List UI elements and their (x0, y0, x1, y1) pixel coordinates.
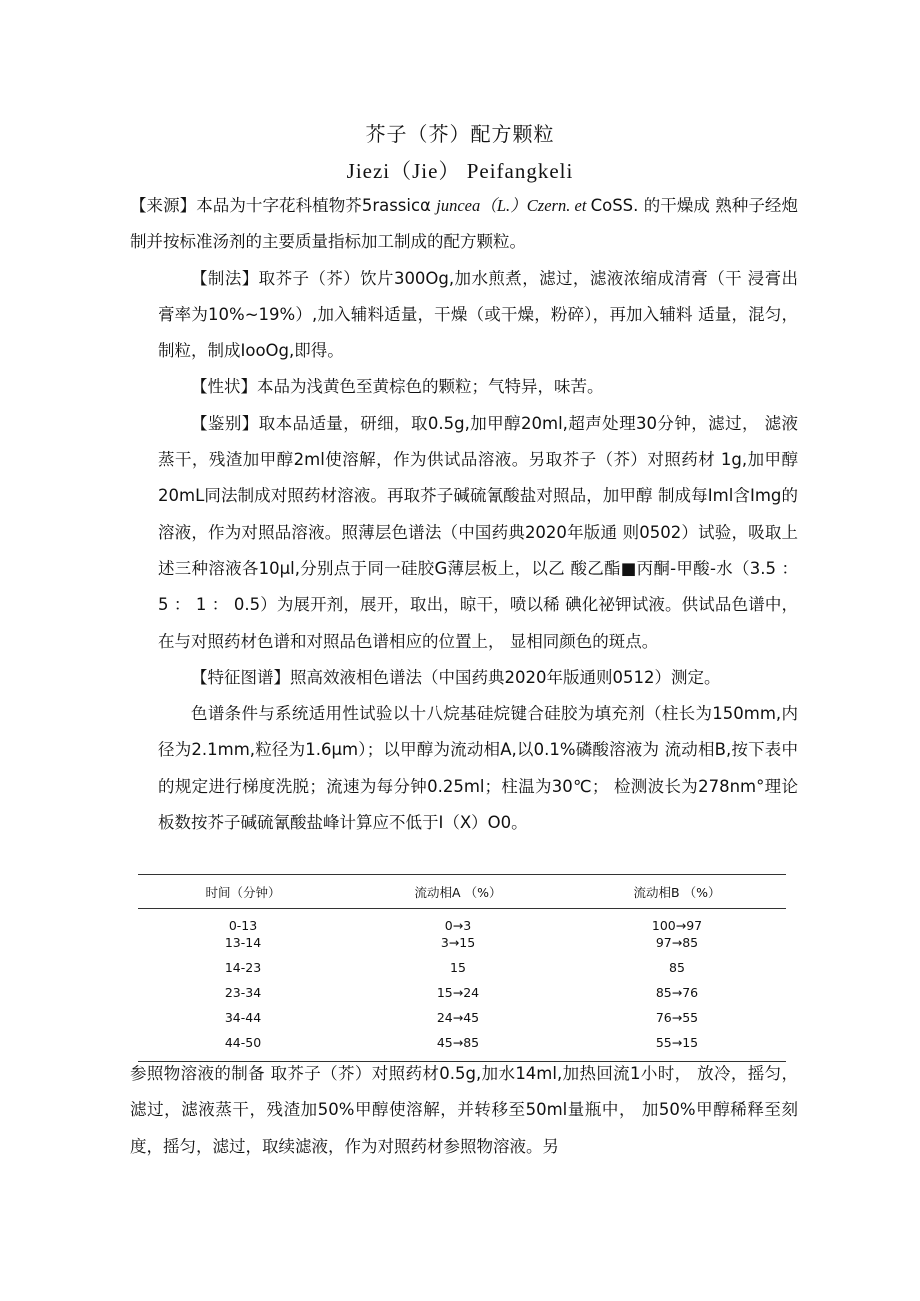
gradient-table-wrap (138, 874, 786, 1062)
cell-mobile-b: 85 (669, 960, 685, 975)
header-mobile-b: 流动相B （%） (633, 885, 721, 900)
cell-mobile-a: 0→3 (444, 918, 472, 933)
cell-time: 14-23 (224, 960, 262, 975)
cell-mobile-a: 3→15 (440, 935, 476, 950)
cell-time: 44-50 (224, 1035, 262, 1050)
reference-section (130, 1056, 798, 1165)
character-label: 【性状】 (191, 377, 257, 397)
method-paragraph (158, 261, 798, 370)
source-label: 【来源】 (130, 196, 197, 215)
fingerprint-text: 照高效液相色谱法（中国药典2020年版通则0512）测定。 (290, 667, 721, 687)
table-row (138, 1009, 786, 1026)
table-row (138, 959, 786, 976)
identification-text: 取本品适量，研细，取0.5g,加甲醇20ml,超声处理30分钟，滤过， 滤液蒸干，残渣加甲醇2ml使溶解，作为供试品溶液。另取芥子（芥）对照药材 1g,加甲醇20mL同法制成对照药材溶液。再取芥子碱硫氰酸盐对照品，加甲醇 制成每Iml含Img的溶液，作为对照品溶液。照薄层色谱法（中国药典2020年版通 则0502）试验，吸取上述三种溶液各10μl,分别点于同一硅胶G薄层板上，以乙 酸乙酯■丙酮-甲酸-水（3.5 ： 5 ： 1 ： 0.5）为展开剂，展开，取出，晾干，喷以稀 碘化祕钾试液。供试品色谱中，在与对照药材色谱和对照品色谱相应的位置上， 显相同颜色的斑点。 (158, 413, 799, 651)
gradient-table (138, 875, 786, 1061)
fingerprint-label: 【特征图谱】 (191, 667, 290, 687)
source-latin-name: juncea（L.）Czern. et (436, 196, 591, 215)
cell-mobile-b: 97→85 (655, 935, 699, 950)
table-row (138, 984, 786, 1001)
cell-mobile-a: 15→24 (436, 985, 480, 1000)
cell-mobile-a: 24→45 (436, 1010, 480, 1025)
table-row (138, 917, 786, 934)
cell-mobile-a: 15 (450, 960, 466, 975)
source-paragraph (130, 188, 798, 261)
conditions-text: 色谱条件与系统适用性试验以十八烷基硅烷键合硅胶为填充剂（柱长为150mm,内径为2.1mm,粒径为1.6μm）；以甲醇为流动相A,以0.1%磷酸溶液为 流动相B,按下表中的规定进行梯度洗脱；流速为每分钟0.25ml；柱温为30℃； 检测波长为278nm°理论板数按芥子碱硫氰酸盐峰计算应不低于I（X）O0。 (158, 704, 798, 833)
title-chinese: 芥子（芥）配方颗粒 (365, 122, 555, 146)
reference-paragraph: 参照物溶液的制备 取芥子（芥）对照药材0.5g,加水14ml,加热回流1小时， 放冷，摇匀，滤过，滤液蒸干，残渣加50%甲醇使溶解，并转移至50ml量瓶中， 加50%甲醇稀释至刻度，摇匀，滤过，取续滤液，作为对照药材参照物溶液。另 (130, 1064, 798, 1156)
method-label: 【制法】 (191, 268, 259, 288)
cell-time: 23-34 (224, 985, 262, 1000)
source-text-b: CoSS. 的干燥成 熟种子经炮制并按标准汤剂的主要质量指标加工制成的配方颗粒。 (130, 196, 798, 252)
identification-label: 【鉴别】 (191, 413, 259, 433)
character-paragraph (158, 369, 798, 405)
document-body (130, 188, 799, 841)
identification-paragraph (158, 406, 798, 660)
character-text: 本品为浅黄色至黄棕色的颗粒；气特异，味苦。 (257, 377, 604, 397)
cell-mobile-b: 55→15 (655, 1035, 699, 1050)
method-text: 取芥子（芥）饮片300Og,加水煎煮，滤过，滤液浓缩成清膏（干 浸膏出膏率为10%~19%）,加入辅料适量，干燥（或干燥，粉碎），再加入辅料 适量，混匀，制粒，制成IooOg,即得。 (158, 268, 799, 361)
header-mobile-a: 流动相A （%） (414, 885, 502, 900)
cell-time: 13-14 (224, 935, 262, 950)
cell-mobile-a: 45→85 (436, 1035, 480, 1050)
cell-mobile-b: 100→97 (651, 918, 703, 933)
cell-time: 34-44 (224, 1010, 262, 1025)
fingerprint-paragraph (158, 660, 798, 696)
cell-mobile-b: 85→76 (655, 985, 699, 1000)
conditions-paragraph (158, 696, 798, 841)
cell-mobile-b: 76→55 (655, 1010, 699, 1025)
source-text-a: 本品为十字花科植物芥5rassicα (196, 196, 437, 215)
title-pinyin: Jiezi（Jie） Peifangkeli (346, 159, 574, 183)
table-row (138, 934, 786, 951)
table-row (138, 1034, 786, 1051)
header-time: 时间（分钟） (205, 885, 281, 900)
cell-time: 0-13 (228, 918, 258, 933)
table-header-row (138, 875, 786, 909)
